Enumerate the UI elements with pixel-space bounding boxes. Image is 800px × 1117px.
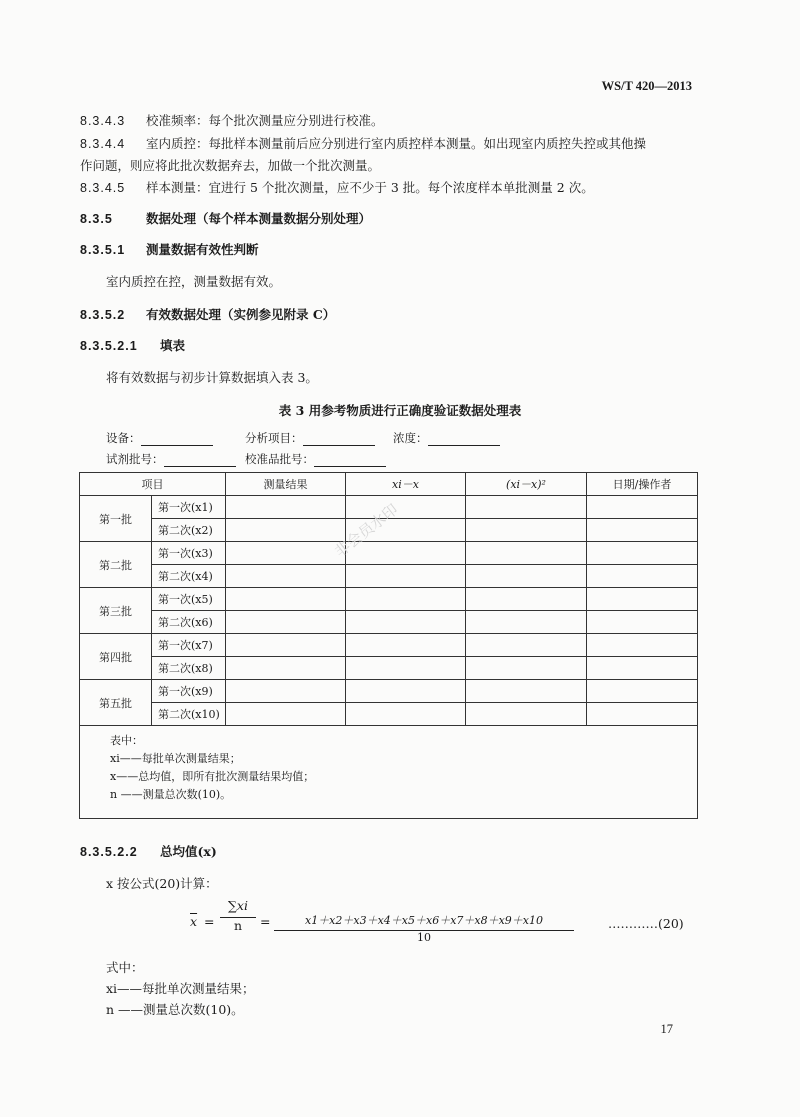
empty-cell	[226, 611, 346, 634]
clause-text: 校准频率：每个批次测量应分别进行校准。	[146, 113, 384, 128]
table-row	[80, 657, 698, 680]
empty-cell	[466, 496, 587, 519]
clause-8344	[80, 134, 646, 152]
table-row	[80, 703, 698, 726]
empty-cell	[466, 519, 587, 542]
note-line: 表中：	[110, 734, 143, 747]
empty-cell	[587, 588, 698, 611]
blank-line	[303, 434, 375, 446]
empty-cell	[346, 657, 466, 680]
heading-text: 有效数据处理（实例参见附录 C）	[146, 307, 336, 322]
clause-number: 8.3.4.5	[80, 181, 126, 195]
clause-8344-cont: 作问题，则应将此批次数据弃去，加做一个批次测量。	[80, 158, 381, 173]
blank-line	[428, 434, 500, 446]
empty-cell	[346, 588, 466, 611]
field-label: 浓度：	[393, 431, 428, 445]
heading-text: 总均值(x)	[160, 844, 217, 859]
table-header-row	[80, 473, 698, 496]
empty-cell	[226, 657, 346, 680]
heading-83522	[80, 842, 217, 860]
empty-cell	[226, 565, 346, 588]
clause-number: 8.3.4.4	[80, 137, 126, 151]
heading-text: 数据处理（每个样本测量数据分别处理）	[146, 211, 372, 226]
empty-cell	[587, 542, 698, 565]
batch-label: 第三批	[80, 588, 152, 634]
formula-lhs: $\overline{x}$	[190, 914, 198, 929]
table-row	[80, 680, 698, 703]
table-note-row	[80, 726, 698, 819]
empty-cell	[466, 542, 587, 565]
measure-label: 第二次(x10)	[152, 703, 226, 726]
heading-83521	[80, 336, 185, 354]
empty-cell	[587, 496, 698, 519]
empty-cell	[226, 542, 346, 565]
table-header: 测量结果	[226, 473, 346, 496]
clause-text: 样本测量：宜进行 5 个批次测量，应不少于 3 批。每个浓度样本单批测量 2 次。	[146, 180, 594, 195]
empty-cell	[226, 496, 346, 519]
formula	[190, 898, 700, 950]
measure-label: 第二次(x4)	[152, 565, 226, 588]
legend-line: n ——测量总次数(10)。	[106, 1002, 244, 1017]
empty-cell	[587, 565, 698, 588]
empty-cell	[226, 680, 346, 703]
empty-cell	[346, 496, 466, 519]
paragraph: 室内质控在控，测量数据有效。	[106, 274, 282, 289]
field-calib	[245, 451, 386, 467]
denominator: 10	[274, 930, 574, 944]
table-row	[80, 565, 698, 588]
batch-label: 第二批	[80, 542, 152, 588]
empty-cell	[346, 634, 466, 657]
empty-cell	[346, 703, 466, 726]
empty-cell	[466, 657, 587, 680]
measure-label: 第二次(x8)	[152, 657, 226, 680]
doc-header: WS/T 420—2013	[601, 79, 692, 93]
numerator: ∑xi	[228, 898, 248, 913]
empty-cell	[587, 657, 698, 680]
table-row	[80, 611, 698, 634]
paragraph: 将有效数据与初步计算数据填入表 3。	[106, 370, 318, 385]
clause-8345	[80, 178, 594, 196]
table-row	[80, 542, 698, 565]
clause-number: 8.3.5.2.2	[80, 845, 138, 859]
heading-8352	[80, 305, 335, 323]
blank-line	[314, 455, 386, 467]
note-line: xi——每批单次测量结果；	[110, 752, 241, 765]
legend-title: 式中：	[106, 960, 144, 975]
clause-number: 8.3.5.1	[80, 243, 126, 257]
numerator: x1＋x2＋x3＋x4＋x5＋x6＋x7＋x8＋x9＋x10	[304, 914, 544, 927]
empty-cell	[466, 565, 587, 588]
empty-cell	[226, 703, 346, 726]
empty-cell	[466, 680, 587, 703]
measure-label: 第一次(x7)	[152, 634, 226, 657]
heading-8351	[80, 240, 259, 258]
measure-label: 第二次(x2)	[152, 519, 226, 542]
table-title: 表 3 用参考物质进行正确度验证数据处理表	[278, 403, 522, 418]
table-note	[80, 726, 698, 819]
empty-cell	[346, 611, 466, 634]
empty-cell	[587, 680, 698, 703]
measure-label: 第一次(x5)	[152, 588, 226, 611]
field-conc	[393, 430, 500, 446]
empty-cell	[466, 703, 587, 726]
batch-label: 第五批	[80, 680, 152, 726]
clause-8343	[80, 111, 384, 129]
batch-label: 第一批	[80, 496, 152, 542]
empty-cell	[466, 634, 587, 657]
field-label: 设备：	[106, 431, 141, 445]
table-header: (xi－x)²	[466, 473, 587, 496]
note-line: n ——测量总次数(10)。	[110, 788, 232, 801]
empty-cell	[226, 634, 346, 657]
heading-835	[80, 209, 371, 227]
table-row	[80, 634, 698, 657]
empty-cell	[346, 680, 466, 703]
measure-label: 第一次(x9)	[152, 680, 226, 703]
empty-cell	[587, 519, 698, 542]
clause-number: 8.3.4.3	[80, 114, 126, 128]
empty-cell	[226, 519, 346, 542]
blank-line	[164, 455, 236, 467]
note-line: x——总均值，即所有批次测量结果均值；	[110, 770, 315, 783]
measure-label: 第二次(x6)	[152, 611, 226, 634]
fraction-expanded	[274, 912, 574, 944]
empty-cell	[587, 634, 698, 657]
field-item	[245, 430, 375, 446]
empty-cell	[466, 611, 587, 634]
denominator: n	[220, 917, 256, 933]
equals-sign: =	[260, 914, 271, 929]
empty-cell	[226, 588, 346, 611]
heading-text: 测量数据有效性判断	[146, 242, 259, 257]
clause-text: 室内质控：每批样本测量前后应分别进行室内质控样本测量。如出现室内质控失控或其他操	[146, 136, 647, 151]
blank-line	[141, 434, 213, 446]
field-reagent	[106, 451, 236, 467]
page-number: 17	[660, 1022, 673, 1036]
paragraph: x 按公式(20)计算：	[106, 876, 218, 891]
field-label: 校准品批号：	[245, 452, 314, 466]
empty-cell	[466, 588, 587, 611]
field-device	[106, 430, 213, 446]
table-header: 项目	[80, 473, 226, 496]
table-header: xi－x	[346, 473, 466, 496]
clause-number: 8.3.5	[80, 212, 113, 226]
table-header: 日期/操作者	[587, 473, 698, 496]
legend-line: xi——每批单次测量结果；	[106, 981, 255, 996]
fraction-sum	[220, 898, 256, 933]
measure-label: 第一次(x3)	[152, 542, 226, 565]
watermark: 非会员水印	[331, 500, 402, 561]
clause-number: 8.3.5.2.1	[80, 339, 138, 353]
field-label: 试剂批号：	[106, 452, 164, 466]
clause-number: 8.3.5.2	[80, 308, 126, 322]
table-row	[80, 588, 698, 611]
batch-label: 第四批	[80, 634, 152, 680]
heading-text: 填表	[160, 338, 186, 353]
empty-cell	[587, 611, 698, 634]
measure-label: 第一次(x1)	[152, 496, 226, 519]
equation-number: …………(20)	[608, 916, 684, 931]
empty-cell	[587, 703, 698, 726]
equals-sign: =	[204, 914, 215, 929]
empty-cell	[346, 565, 466, 588]
field-label: 分析项目：	[245, 431, 303, 445]
